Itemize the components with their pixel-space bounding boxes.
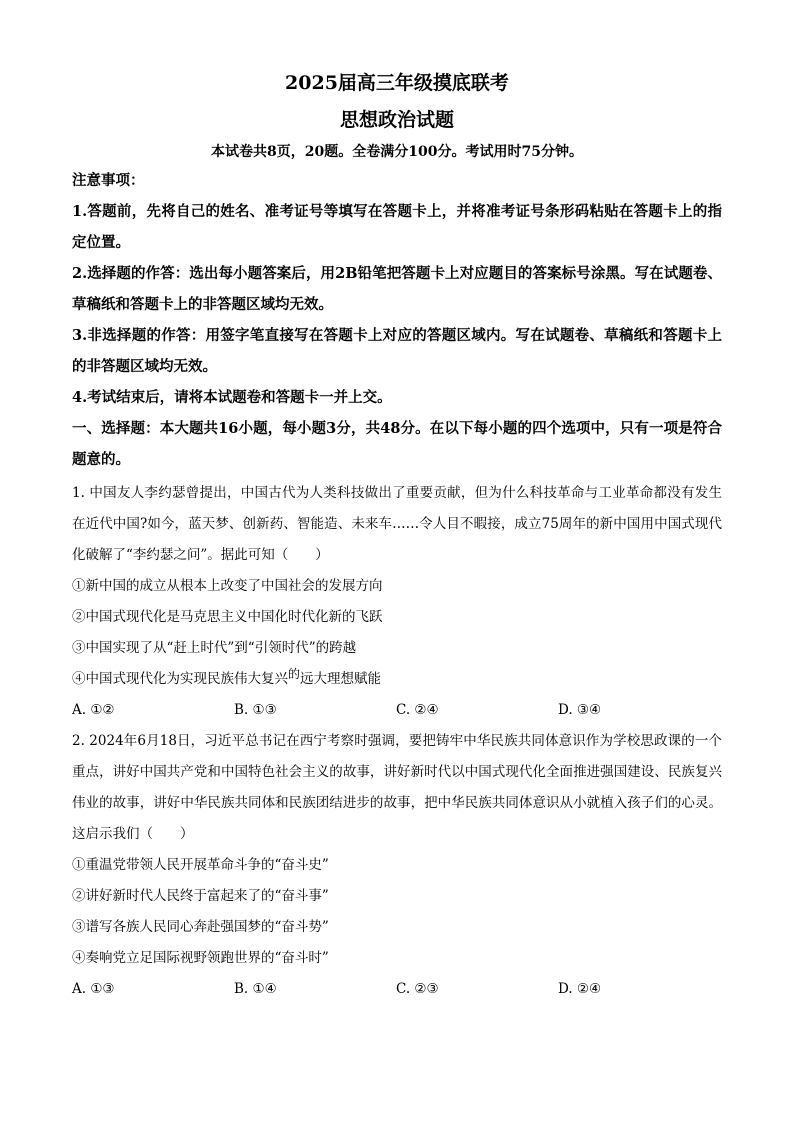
question-1-statement-3: ③中国实现了从“赶上时代”到“引领时代”的跨越 <box>72 640 357 656</box>
statement-4-text-pre: ④中国式现代化为实现民族伟大复兴 <box>72 671 288 687</box>
choice-a: A. ①② <box>72 702 115 718</box>
choice-b: B. ①③ <box>234 702 277 718</box>
notice-item-3: 3.非选择题的作答：用签字笔直接写在答题卡上对应的答题区域内。写在试题卷、草稿纸和答题卡上的非答题区域均无效。 <box>72 327 722 375</box>
question-1-stem: 1. 中国友人李约瑟曾提出，中国古代为人类科技做出了重要贡献，但为什么科技革命与工业革命都没有发生在近代中国?如今，蓝天梦、创新药、智能造、未来车……令人目不暇接，成立75周年的新中国用中国式现代化破解了“李约瑟之问”。据此可知（ ） <box>72 485 722 563</box>
question-2-statement-2: ②讲好新时代人民终于富起来了的“奋斗事” <box>72 888 329 904</box>
question-2-statement-1: ①重温党带领人民开展革命斗争的“奋斗史” <box>72 857 329 873</box>
exam-info: 本试卷共8页，20题。全卷满分100分。考试用时75分钟。 <box>211 144 583 160</box>
question-2-statement-4: ④奏响党立足国际视野领跑世界的“奋斗时” <box>72 950 329 966</box>
subject-title: 思想政治试题 <box>339 109 454 131</box>
choice-c: C. ②③ <box>396 981 439 997</box>
question-1-choices <box>72 695 722 726</box>
choice-d: D. ②④ <box>558 981 602 997</box>
statement-4-text-post: 远大理想赋能 <box>300 671 382 687</box>
notice-item-4: 4.考试结束后，请将本试题卷和答题卡一并上交。 <box>72 389 392 406</box>
section-heading: 一、选择题：本大题共16小题，每小题3分，共48分。在以下每小题的四个选项中，只有一项是符合题意的。 <box>72 420 722 468</box>
choice-a: A. ①③ <box>72 981 115 997</box>
choice-b: B. ①④ <box>234 981 277 997</box>
notice-item-2: 2.选择题的作答：选出每小题答案后，用2B铅笔把答题卡上对应题目的答案标号涂黑。写在试题卷、草稿纸和答题卡上的非答题区域均无效。 <box>72 265 722 313</box>
notice-item-1: 1.答题前，先将自己的姓名、准考证号等填写在答题卡上，并将准考证号条形码粘贴在答题卡上的指定位置。 <box>72 203 722 251</box>
question-2-statement-3: ③谱写各族人民同心奔赴强国梦的“奋斗势” <box>72 919 329 935</box>
statement-4-text-sup: 的 <box>288 667 301 681</box>
question-1-statement-4 <box>72 664 722 695</box>
question-1-statement-2: ②中国式现代化是马克思主义中国化时代化新的飞跃 <box>72 609 383 625</box>
notice-heading: 注意事项： <box>72 172 145 189</box>
question-1-statement-1: ①新中国的成立从根本上改变了中国社会的发展方向 <box>72 578 383 594</box>
question-2-stem: 2. 2024年6月18日，习近平总书记在西宁考察时强调，要把铸牢中华民族共同体意识作为学校思政课的一个重点，讲好中国共产党和中国特色社会主义的故事，讲好新时代以中国式现代化全面推进强国建设、民族复兴伟业的故事，讲好中华民族共同体和民族团结进步的故事，把中华民族共同体意识从小就植入孩子们的心灵。这启示我们（ ） <box>72 733 722 842</box>
exam-title: 2025届高三年级摸底联考 <box>285 72 509 94</box>
choice-d: D. ③④ <box>558 702 602 718</box>
question-2-choices <box>72 974 722 1005</box>
choice-c: C. ②④ <box>396 702 439 718</box>
exam-page <box>72 64 722 1005</box>
